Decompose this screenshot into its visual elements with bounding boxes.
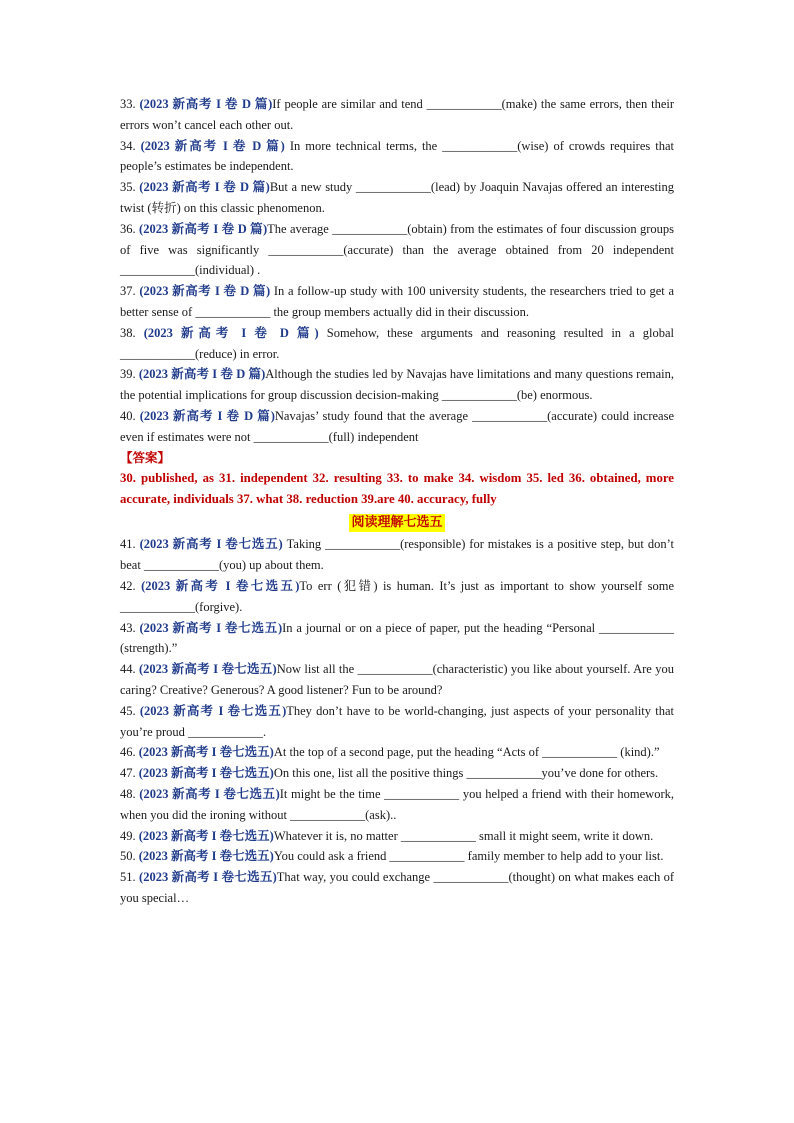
question-source: (2023 新高考 I 卷七选五) <box>139 870 277 885</box>
question-number: 44. <box>120 662 136 677</box>
question-source: (2023 新高考 I 卷七选五) <box>139 620 283 635</box>
question-text: The average ____________(obtain) from the estimates of four discussion groups of five was significantly ____________(accurate) than the average obtained from 20 independent ____________(individual) . <box>120 221 675 278</box>
question-text: On this one, list all the positive things ____________you’ve done for others. <box>273 766 659 781</box>
worksheet-page <box>120 94 674 909</box>
question-number: 49. <box>120 828 136 843</box>
question-source: (2023 新高考 I 卷七选五) <box>139 662 277 677</box>
question-item <box>120 742 674 763</box>
question-source: (2023 新高考 I 卷 D 篇) <box>138 367 266 382</box>
question-item <box>120 94 674 136</box>
question-number: 43. <box>120 620 136 635</box>
question-item <box>120 763 674 784</box>
question-text: That way, you could exchange ____________(thought) on what makes each of you special… <box>120 870 674 905</box>
question-item <box>120 826 674 847</box>
question-item <box>120 618 674 660</box>
question-number: 42. <box>120 578 136 593</box>
question-text: They don’t have to be world-changing, just aspects of your personality that you’re proud ____________. <box>120 703 675 739</box>
question-item <box>120 576 674 618</box>
question-text: Somehow, these arguments and reasoning resulted in a global ____________(reduce) in error. <box>120 325 675 361</box>
question-item <box>120 177 674 219</box>
question-source: (2023 新高考 I 卷 D 篇) <box>140 138 285 153</box>
question-source: (2023 新高考 I 卷七选五) <box>138 745 274 760</box>
question-text: In a journal or on a piece of paper, put the heading “Personal ____________ (strength).” <box>120 620 674 656</box>
question-item <box>120 534 674 576</box>
question-text: In more technical terms, the ____________(wise) of crowds requires that people’s estimates be independent. <box>120 138 675 174</box>
question-text: At the top of a second page, put the heading “Acts of ____________ (kind).” <box>273 745 660 760</box>
question-number: 48. <box>120 786 136 801</box>
question-number: 50. <box>120 849 136 864</box>
question-text: But a new study ____________(lead) by Joaquin Navajas offered an interesting twist (转折) on this classic phenomenon. <box>120 180 675 215</box>
question-source: (2023 新高考 I 卷七选五) <box>141 578 300 593</box>
question-number: 33. <box>120 97 136 111</box>
answer-key: 30. published, as 31. independent 32. resulting 33. to make 34. wisdom 35. led 36. obtained, more accurate, individuals 37. what 38. reduction 39.are 40. accuracy, fully <box>120 471 674 507</box>
question-source: (2023 新高考 I 卷 D 篇) <box>139 221 268 236</box>
question-text: To err (犯错) is human. It’s just as important to show yourself some ____________(forgive). <box>120 578 674 614</box>
question-text: In a follow-up study with 100 university students, the researchers tried to get a better sense of ____________ the group members actually did in their discussion. <box>120 284 675 319</box>
question-source: (2023 新高考 I 卷七选五) <box>139 703 287 718</box>
question-text: Now list all the ____________(characteristic) you like about yourself. Are you caring? Creative? Generous? A good listener? Fun to be around? <box>120 662 674 697</box>
question-source: (2023 新高考 I 卷 D 篇) <box>139 180 270 195</box>
question-item <box>120 784 674 826</box>
question-source: (2023 新高考 I 卷 D 篇) <box>139 284 271 299</box>
section-header <box>120 512 674 532</box>
question-item <box>120 281 674 323</box>
question-item <box>120 701 674 743</box>
question-text: Navajas’ study found that the average ____________(accurate) could increase even if estimates were not ____________(full) independent <box>120 408 675 444</box>
question-number: 34. <box>120 138 136 153</box>
question-item <box>120 867 674 909</box>
question-number: 38. <box>120 325 136 340</box>
question-number: 39. <box>120 367 136 382</box>
question-item <box>120 364 674 406</box>
question-text: Whatever it is, no matter ____________ small it might seem, write it down. <box>273 828 654 843</box>
question-source: (2023 新高考 I 卷 D 篇) <box>139 97 273 111</box>
question-number: 51. <box>120 870 136 885</box>
question-number: 35. <box>120 180 136 195</box>
question-source: (2023 新高考 I 卷七选五) <box>139 786 280 801</box>
answer-label: 【答案】 <box>120 450 171 465</box>
question-source: (2023 新高考 I 卷七选五) <box>138 766 274 781</box>
question-number: 41. <box>120 537 136 552</box>
question-source: (2023 新高考 I 卷 D 篇) <box>143 325 319 340</box>
question-text: Although the studies led by Navajas have limitations and many questions remain, the potential implications for group discussion decision-making ____________(be) enormous. <box>120 367 675 403</box>
question-item <box>120 659 674 701</box>
question-text: If people are similar and tend ____________(make) the same errors, then their errors won’t cancel each other out. <box>120 97 675 132</box>
question-item <box>120 136 674 178</box>
question-source: (2023 新高考 I 卷七选五) <box>138 828 274 843</box>
question-item <box>120 323 674 365</box>
question-text: You could ask a friend ____________ family member to help add to your list. <box>273 849 664 864</box>
question-number: 45. <box>120 703 136 718</box>
question-source: (2023 新高考 I 卷七选五) <box>139 537 283 552</box>
question-source: (2023 新高考 I 卷 D 篇) <box>139 408 275 423</box>
question-number: 36. <box>120 221 136 236</box>
question-item <box>120 219 674 281</box>
question-source: (2023 新高考 I 卷七选五) <box>138 849 274 864</box>
question-text: Taking ____________(responsible) for mistakes is a positive step, but don’t beat ____________(you) up about them. <box>120 537 674 573</box>
question-number: 37. <box>120 284 136 299</box>
section-title: 阅读理解七选五 <box>351 515 443 531</box>
question-list-seven-choose-five <box>120 534 674 908</box>
question-text: It might be the time ____________ you helped a friend with their homework, when you did the ironing without ____________(ask).. <box>120 786 674 822</box>
question-number: 47. <box>120 766 136 781</box>
question-number: 40. <box>120 408 136 423</box>
question-number: 46. <box>120 745 136 760</box>
question-item <box>120 846 674 867</box>
question-list-d <box>120 94 674 448</box>
question-item <box>120 406 674 448</box>
